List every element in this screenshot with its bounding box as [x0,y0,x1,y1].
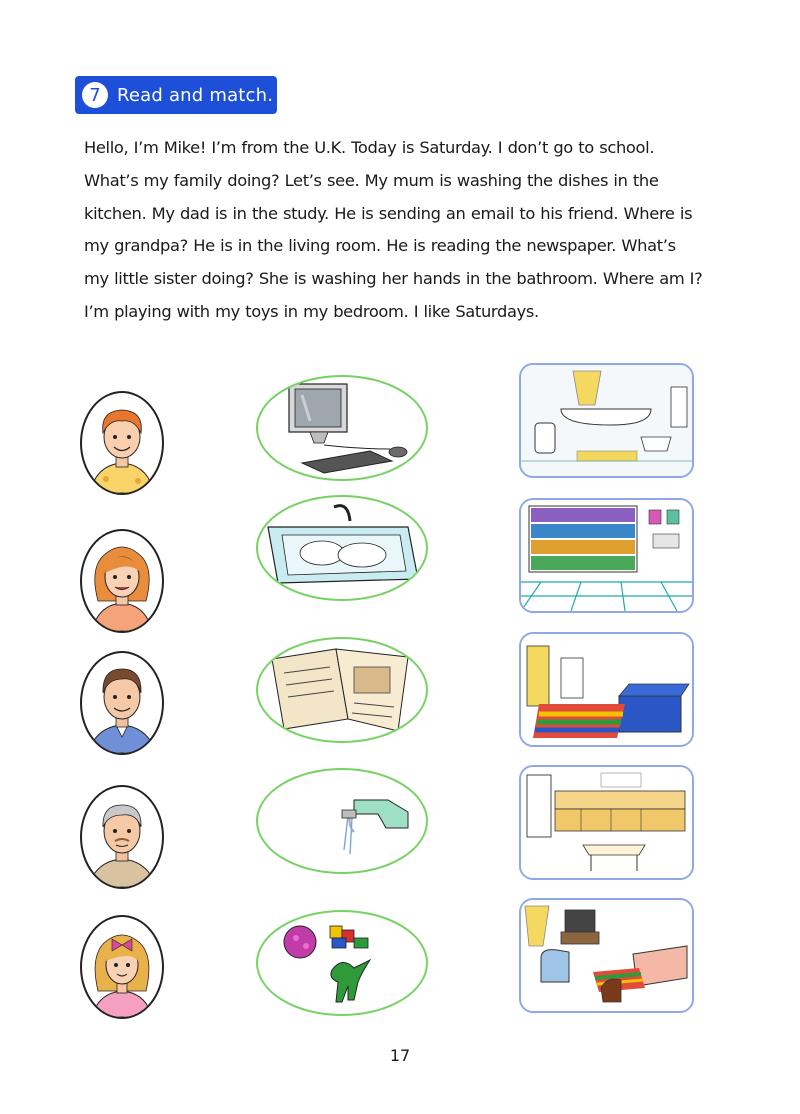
passage-line: I’m playing with my toys in my bedroom. I like Saturdays. [84,301,539,321]
page-number: 17 [389,1046,411,1065]
washing-hands-picture [256,768,428,874]
passage-line: What’s my family doing? Let’s see. My mum is washing the dishes in the [84,170,659,190]
mum-portrait [80,529,164,633]
toys-picture [256,910,428,1016]
grandpa-portrait [80,785,164,889]
passage-line: my little sister doing? She is washing her hands in the bathroom. Where am I? [84,269,703,289]
washing-dishes-picture [256,495,428,601]
exercise-header [75,76,277,114]
passage-line: Hello, I’m Mike! I’m from the U.K. Today is Saturday. I don’t go to school. [84,138,655,157]
passage-line: kitchen. My dad is in the study. He is sending an email to his friend. Where is [84,203,693,223]
reading-passage [84,132,708,329]
living-room-picture [519,898,694,1013]
study-picture [519,498,694,613]
bedroom-picture [519,632,694,747]
exercise-number: 7 [82,82,108,108]
dad-portrait [80,651,164,755]
bathroom-picture [519,363,694,478]
boy-mike-portrait [80,391,164,495]
passage-line: my grandpa? He is in the living room. He is reading the newspaper. What’s [84,236,676,256]
exercise-title: Read and match. [117,84,274,106]
computer-picture [256,375,428,481]
kitchen-picture [519,765,694,880]
newspaper-picture [256,637,428,743]
little-sister-portrait [80,915,164,1019]
